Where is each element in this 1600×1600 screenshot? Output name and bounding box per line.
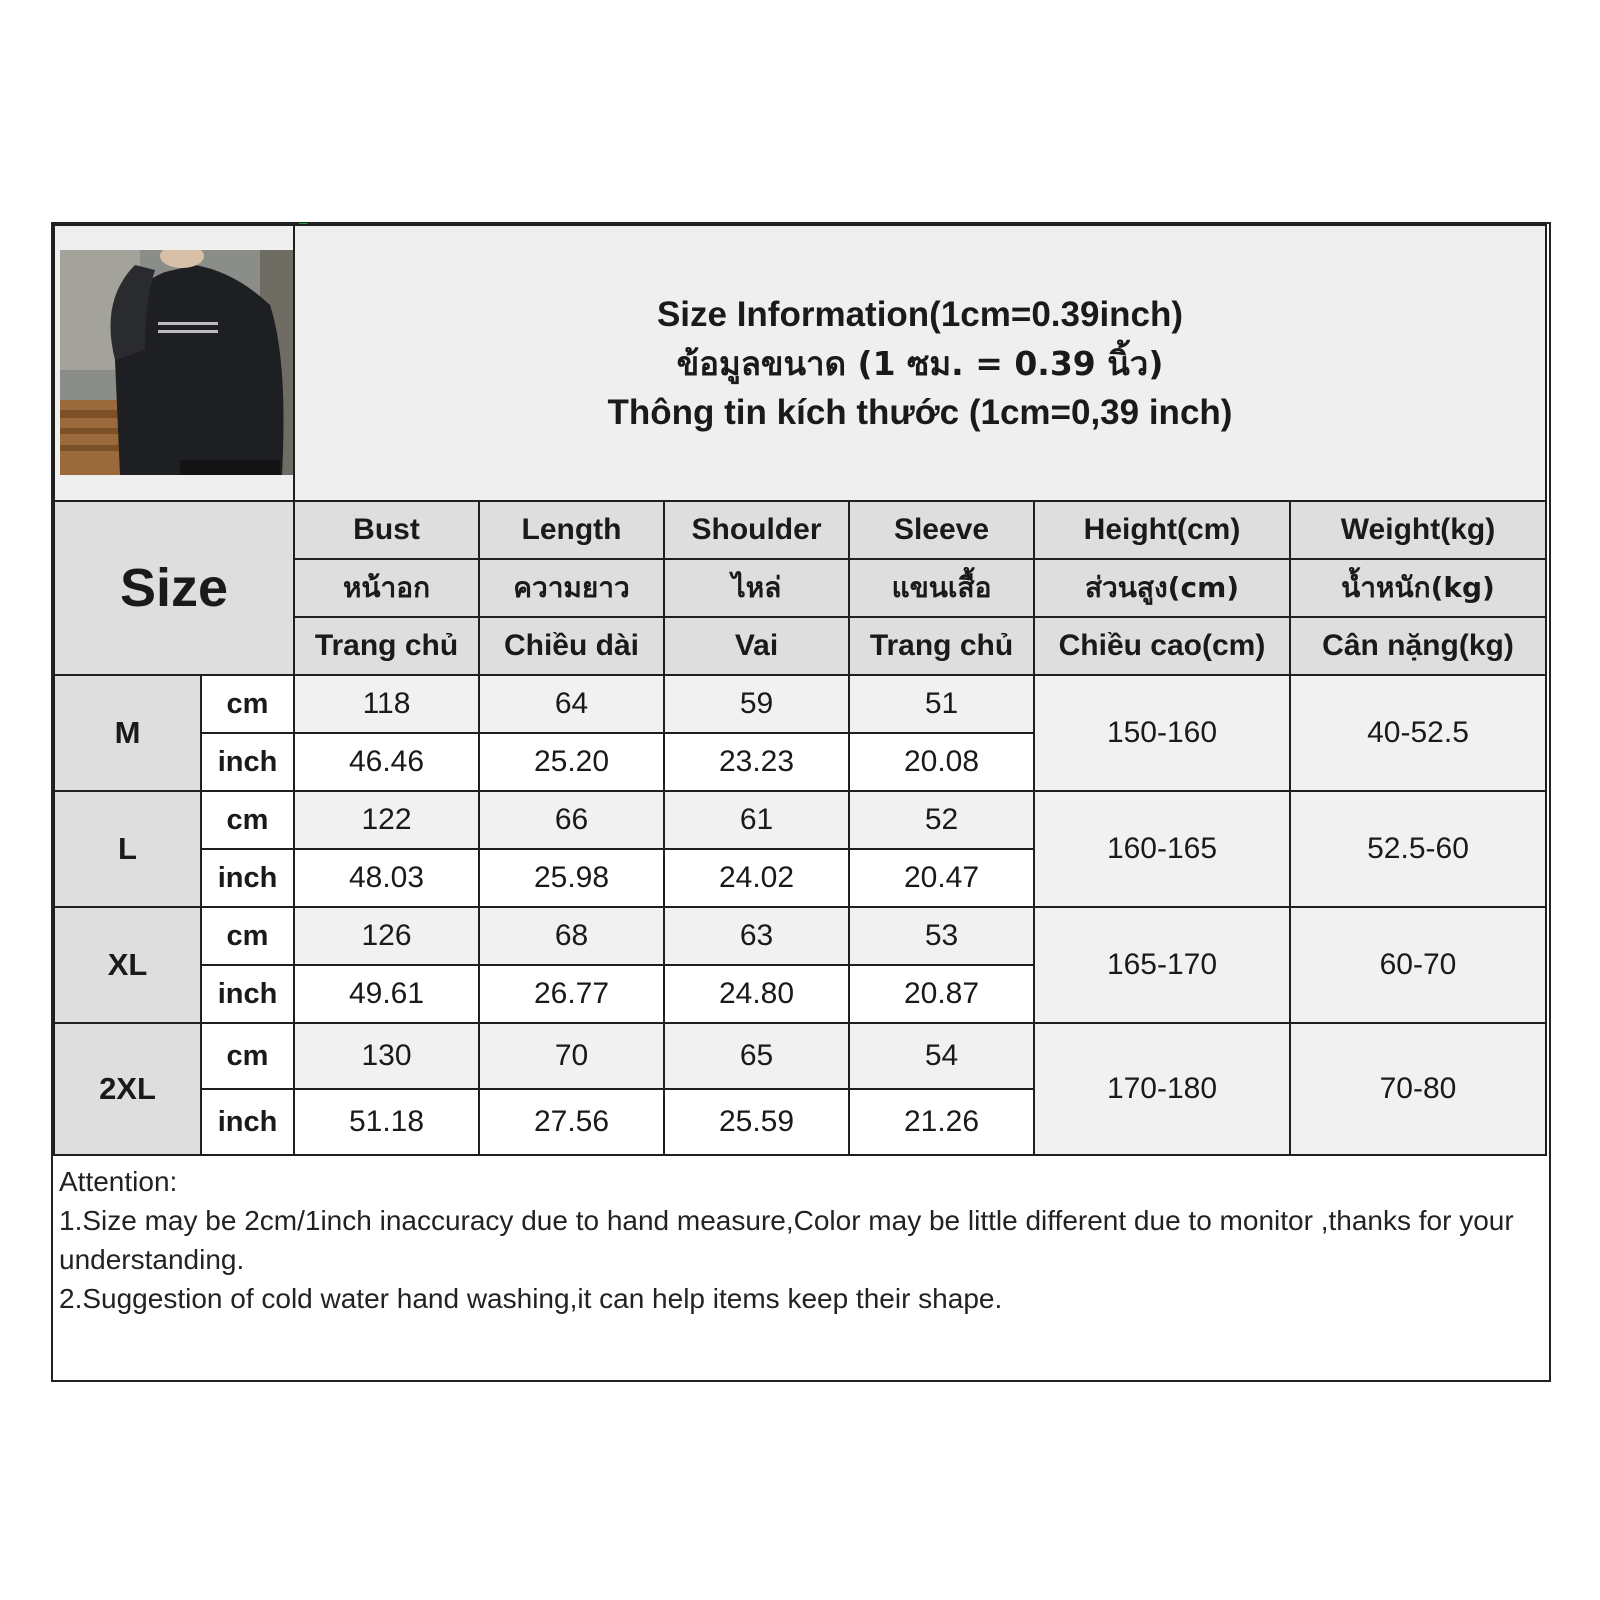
note-line-1: 1.Size may be 2cm/1inch inaccuracy due to hand measure,Color may be little different due to monitor ,thanks for your understanding.: [59, 1205, 1514, 1275]
title-cell: [294, 225, 1546, 501]
weight-range: 60-70: [1290, 907, 1546, 1023]
title-english: Size Information(1cm=0.39inch): [656, 294, 1184, 334]
table-cell: 20.08: [849, 733, 1034, 791]
header-sleeve-vi: Trang chủ: [849, 617, 1034, 675]
height-range: 150-160: [1034, 675, 1290, 791]
header-bust: Bust: [294, 501, 479, 559]
table-cell: 59: [664, 675, 849, 733]
note-line-2: 2.Suggestion of cold water hand washing,it can help items keep their shape.: [59, 1283, 1003, 1314]
table-cell: 54: [849, 1023, 1034, 1089]
table-cell: 26.77: [479, 965, 664, 1023]
table-cell: 66: [479, 791, 664, 849]
header-shoulder-thai: ไหล่: [664, 559, 849, 617]
attention-notes: [53, 1160, 1549, 1320]
header-shoulder-vi: Vai: [664, 617, 849, 675]
table-cell: 118: [294, 675, 479, 733]
table-cell: 68: [479, 907, 664, 965]
table-cell: 25.20: [479, 733, 664, 791]
table-cell: 23.23: [664, 733, 849, 791]
header-length: Length: [479, 501, 664, 559]
unit-inch: inch: [201, 849, 294, 907]
size-label-m: M: [54, 675, 201, 791]
size-label-2xl: 2XL: [54, 1023, 201, 1155]
table-cell: 21.26: [849, 1089, 1034, 1155]
table-cell: 51.18: [294, 1089, 479, 1155]
header-weight-thai: น้ำหนัก(kg): [1290, 559, 1546, 617]
unit-inch: inch: [201, 965, 294, 1023]
product-photo: [60, 250, 294, 475]
table-cell: 48.03: [294, 849, 479, 907]
table-cell: 27.56: [479, 1089, 664, 1155]
header-sleeve-thai: แขนเสื้อ: [849, 559, 1034, 617]
table-cell: 122: [294, 791, 479, 849]
table-cell: 64: [479, 675, 664, 733]
table-cell: 24.02: [664, 849, 849, 907]
title-thai: ข้อมูลขนาด (1 ซม. = 0.39 นิ้ว): [676, 343, 1164, 383]
height-range: 160-165: [1034, 791, 1290, 907]
table-cell: 49.61: [294, 965, 479, 1023]
size-header: Size: [54, 501, 294, 675]
header-height-thai: ส่วนสูง(cm): [1034, 559, 1290, 617]
table-cell: 24.80: [664, 965, 849, 1023]
header-height: Height(cm): [1034, 501, 1290, 559]
header-weight-vi: Cân nặng(kg): [1290, 617, 1546, 675]
unit-cm: cm: [201, 675, 294, 733]
weight-range: 52.5-60: [1290, 791, 1546, 907]
header-weight: Weight(kg): [1290, 501, 1546, 559]
header-bust-vi: Trang chủ: [294, 617, 479, 675]
table-cell: 20.47: [849, 849, 1034, 907]
weight-range: 40-52.5: [1290, 675, 1546, 791]
height-range: 165-170: [1034, 907, 1290, 1023]
table-cell: 130: [294, 1023, 479, 1089]
table-cell: 63: [664, 907, 849, 965]
header-sleeve: Sleeve: [849, 501, 1034, 559]
unit-inch: inch: [201, 1089, 294, 1155]
header-shoulder: Shoulder: [664, 501, 849, 559]
unit-inch: inch: [201, 733, 294, 791]
header-height-vi: Chiều cao(cm): [1034, 617, 1290, 675]
unit-cm: cm: [201, 907, 294, 965]
table-cell: 65: [664, 1023, 849, 1089]
product-photo-cell: [54, 225, 294, 501]
table-cell: 46.46: [294, 733, 479, 791]
table-cell: 51: [849, 675, 1034, 733]
table-cell: 20.87: [849, 965, 1034, 1023]
size-table: [53, 224, 1547, 1156]
header-length-vi: Chiều dài: [479, 617, 664, 675]
size-label-l: L: [54, 791, 201, 907]
header-length-thai: ความยาว: [479, 559, 664, 617]
table-cell: 52: [849, 791, 1034, 849]
weight-range: 70-80: [1290, 1023, 1546, 1155]
header-bust-thai: หน้าอก: [294, 559, 479, 617]
title-vietnamese: Thông tin kích thước (1cm=0,39 inch): [607, 392, 1233, 432]
table-cell: 25.59: [664, 1089, 849, 1155]
unit-cm: cm: [201, 1023, 294, 1089]
table-cell: 61: [664, 791, 849, 849]
unit-cm: cm: [201, 791, 294, 849]
height-range: 170-180: [1034, 1023, 1290, 1155]
size-label-xl: XL: [54, 907, 201, 1023]
table-cell: 126: [294, 907, 479, 965]
notes-heading: Attention:: [59, 1166, 178, 1197]
table-cell: 70: [479, 1023, 664, 1089]
size-chart: [51, 222, 1551, 1382]
table-cell: 53: [849, 907, 1034, 965]
table-cell: 25.98: [479, 849, 664, 907]
